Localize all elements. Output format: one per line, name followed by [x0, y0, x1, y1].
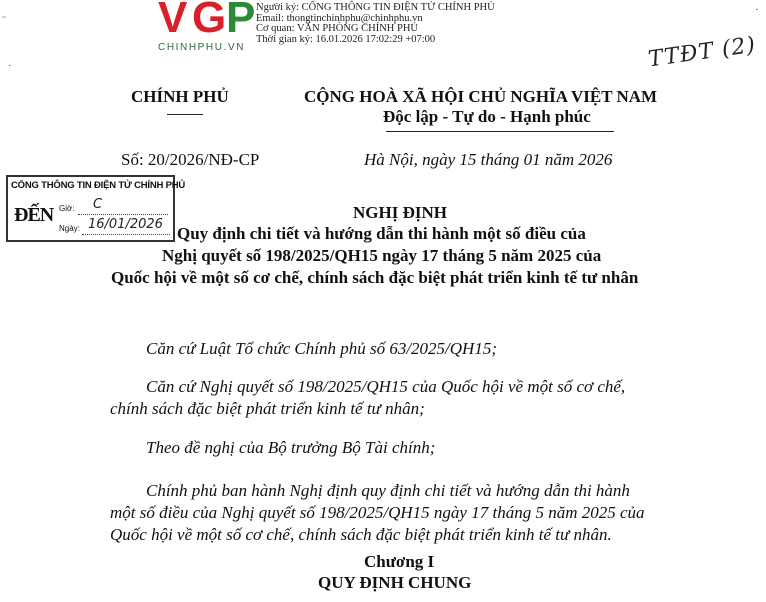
stamp-date-label: Ngày:: [59, 224, 80, 233]
stamp-hour-value: C: [93, 197, 103, 212]
preamble-basis-resolution-line-2: chính sách đặc biệt phát triển kinh tế tư nhân;: [110, 399, 425, 418]
issuer-name: CHÍNH PHỦ: [131, 87, 229, 106]
vgp-logo: [158, 2, 258, 54]
scan-mark: ·: [8, 60, 12, 72]
motto-underline: [386, 131, 614, 132]
decree-title-line-1: Quy định chi tiết và hướng dẫn thi hành một số điều của: [177, 224, 586, 243]
preamble-basis-law: Căn cứ Luật Tổ chức Chính phủ số 63/2025/QH15;: [146, 339, 497, 358]
signature-signer: Người ký: CỔNG THÔNG TIN ĐIỆN TỬ CHÍNH PHỦ: [256, 2, 495, 13]
national-title: CỘNG HOÀ XÃ HỘI CHỦ NGHĨA VIỆT NAM: [304, 87, 658, 106]
document-number: Số: 20/2026/NĐ-CP: [121, 150, 260, 169]
stamp-title: CỔNG THÔNG TIN ĐIỆN TỬ CHÍNH PHỦ: [11, 180, 186, 191]
stamp-received: ĐẾN: [14, 204, 54, 226]
preamble-promulgation-line-2: một số điều của Nghị quyết số 198/2025/QH15 ngày 17 tháng 5 năm 2025 của: [110, 503, 645, 522]
decree-title-line-2: Nghị quyết số 198/2025/QH15 ngày 17 tháng 5 năm 2025 của: [162, 246, 602, 265]
stamp-date-line: [82, 234, 170, 235]
issuer-underline: [167, 114, 203, 115]
preamble-proposal: Theo đề nghị của Bộ trưởng Bộ Tài chính;: [146, 438, 436, 457]
chapter-label: Chương I: [364, 552, 435, 571]
signature-email: Email: thongtinchinhphu@chinhphu.vn: [256, 12, 423, 24]
signature-agency: Cơ quan: VĂN PHÒNG CHÍNH PHỦ: [256, 23, 418, 35]
scan-mark: ¨: [2, 14, 6, 26]
decree-title-line-3: Quốc hội về một số cơ chế, chính sách đặc biệt phát triển kinh tế tư nhân: [111, 268, 639, 287]
stamp-hour-line: [78, 214, 168, 215]
national-motto: Độc lập - Tự do - Hạnh phúc: [383, 107, 591, 126]
logo-letter-p: P: [226, 0, 256, 42]
stamp-date-value: 16/01/2026: [88, 217, 163, 232]
logo-letter-g: G: [192, 0, 227, 42]
digital-signature: [256, 3, 495, 45]
logo-letter-v: V: [158, 0, 188, 42]
signature-time: Thời gian ký: 16.01.2026 17:02:29 +07:00: [256, 33, 436, 45]
decree-heading: NGHỊ ĐỊNH: [353, 203, 447, 222]
preamble-promulgation-line-3: Quốc hội về một số cơ chế, chính sách đặc biệt phát triển kinh tế tư nhân.: [110, 525, 612, 544]
preamble-basis-resolution-line-1: Căn cứ Nghị quyết số 198/2025/QH15 của Quốc hội về một số cơ chế,: [146, 377, 626, 396]
handwritten-note: TTĐT (2): [646, 32, 758, 73]
preamble-promulgation-line-1: Chính phủ ban hành Nghị định quy định chi tiết và hướng dẫn thi hành: [146, 481, 630, 500]
stamp-hour-label: Giờ:: [59, 204, 75, 213]
logo-subtitle: CHINHPHU.VN: [158, 42, 246, 53]
chapter-title: QUY ĐỊNH CHUNG: [318, 573, 472, 592]
place-date: Hà Nội, ngày 15 tháng 01 năm 2026: [364, 150, 613, 169]
scan-mark: ·: [755, 4, 759, 16]
receipt-stamp: [6, 175, 186, 242]
